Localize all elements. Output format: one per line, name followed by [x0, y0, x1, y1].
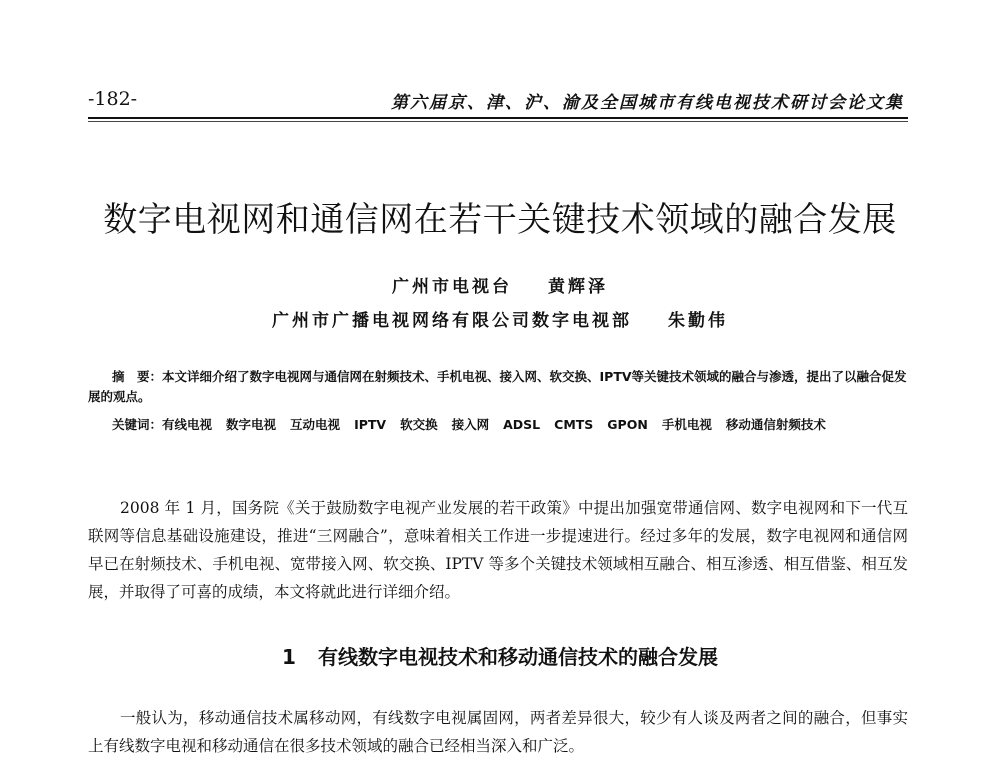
author-affiliation: 广州市广播电视网络有限公司数字电视部 [272, 311, 632, 331]
paper-title: 数字电视网和通信网在若干关键技术领域的融合发展 [103, 200, 897, 240]
keywords-paragraph [88, 415, 908, 435]
keyword: 有线电视 [162, 417, 213, 432]
author-line-1 [0, 272, 1000, 297]
keywords-label: 关键词： [112, 417, 163, 432]
header-rule [88, 117, 908, 119]
intro-paragraph: 2008 年 1 月，国务院《关于鼓励数字电视产业发展的若干政策》中提出加强宽带通信网、数字电视网和下一代互联网等信息基础设施建设，推进“三网融合”，意味着相关工作进一步提速进行。经过多年的发展，数字电视网和通信网早已在射频技术、手机电视、宽带接入网、软交换、IPTV 等多个关键技术领域相互融合、相互渗透、相互借鉴、相互发展，并取得了可喜的成绩，本文将就此进行详细介绍。 [88, 499, 908, 601]
section-title: 有线数字电视技术和移动通信技术的融合发展 [317, 645, 718, 669]
running-header [88, 86, 906, 116]
keyword: 手机电视 [661, 417, 712, 432]
keyword: 移动通信射频技术 [725, 417, 826, 432]
author-line-2 [0, 306, 1000, 331]
abstract-block [88, 367, 908, 435]
keyword: 软交换 [400, 417, 438, 432]
keyword: 互动电视 [290, 417, 341, 432]
header-rule-thin [88, 121, 908, 122]
author-name: 朱勤伟 [668, 311, 728, 331]
abstract-label: 摘 要： [112, 369, 163, 384]
author-affiliation: 广州市电视台 [392, 277, 512, 297]
abstract-text: 本文详细介绍了数字电视网与通信网在射频技术、手机电视、接入网、软交换、IPTV等关键技术领域的融合与渗透，提出了以融合促发展的观点。 [88, 369, 907, 404]
intro-section [88, 494, 908, 606]
keywords-list [162, 417, 840, 432]
section1-paragraph: 一般认为，移动通信技术属移动网，有线数字电视属固网，两者差异很大，较少有人谈及两者之间的融合，但事实上有线数字电视和移动通信在很多技术领域的融合已经相当深入和广泛。 [88, 709, 908, 755]
keyword: GPON [607, 417, 648, 432]
section1-body [88, 704, 908, 760]
page-number: -182- [88, 88, 138, 110]
section-number: 1 [282, 645, 296, 669]
keyword: 接入网 [451, 417, 490, 432]
abstract-paragraph [88, 367, 908, 407]
section-heading [0, 641, 1000, 670]
keyword: IPTV [354, 417, 387, 432]
keyword: ADSL [503, 417, 541, 432]
journal-title: 第六届京、津、沪、渝及全国城市有线电视技术研讨会论文集 [391, 93, 904, 113]
keyword: CMTS [554, 417, 594, 432]
keyword: 数字电视 [226, 417, 277, 432]
author-name: 黄辉泽 [548, 277, 608, 297]
